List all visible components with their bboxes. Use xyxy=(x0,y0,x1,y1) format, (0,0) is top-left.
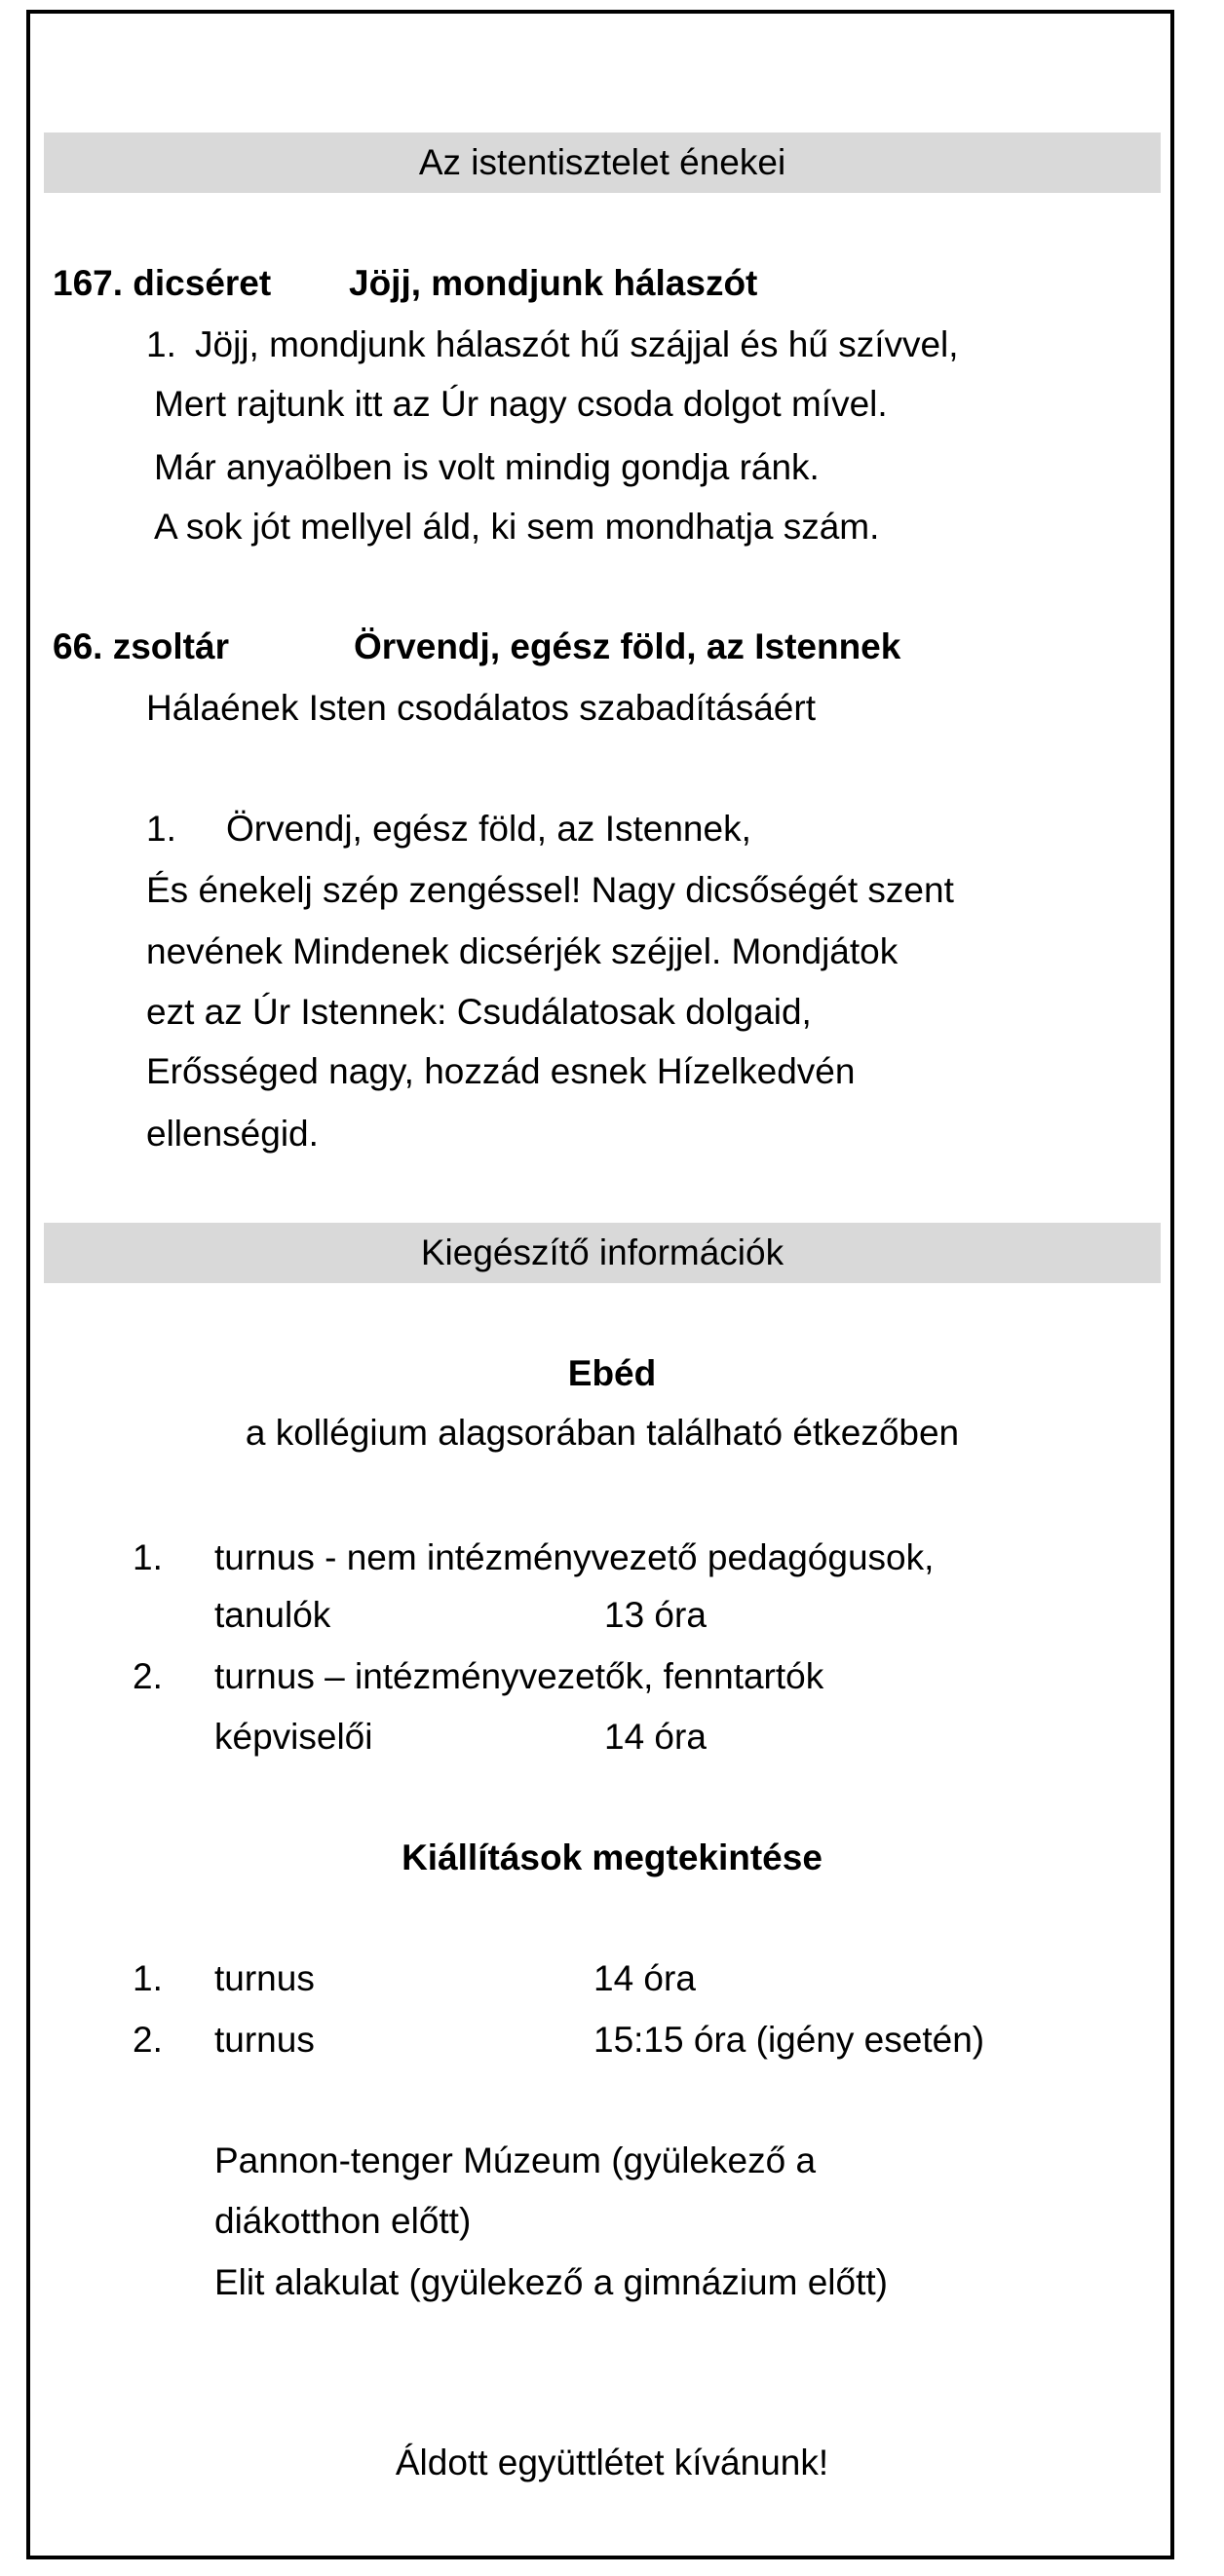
lunch-item-time: 13 óra xyxy=(604,1595,707,1635)
section-header-songs xyxy=(44,133,1161,193)
hymn-line: Már anyaölben is volt mindig gondja ránk. xyxy=(154,447,820,487)
psalm-verse-number: 1. xyxy=(146,809,176,849)
exhibition-item-number: 1. xyxy=(133,1958,163,1998)
hymn-line: A sok jót mellyel áld, ki sem mondhatja szám. xyxy=(154,507,880,547)
exhibitions-title: Kiállítások megtekintése xyxy=(402,1837,822,1877)
exhibition-item-time: 15:15 óra (igény esetén) xyxy=(593,2020,985,2060)
hymn-number: 167. dicséret xyxy=(53,263,272,303)
lunch-item-text: turnus – intézményvezetők, fenntartók xyxy=(214,1656,824,1696)
psalm-line: Örvendj, egész föld, az Istennek, xyxy=(226,809,751,849)
section-header-info xyxy=(44,1223,1161,1283)
exhibition-note: Pannon-tenger Múzeum (gyülekező a xyxy=(214,2140,817,2180)
closing-message: Áldott együttlétet kívánunk! xyxy=(395,2443,829,2482)
hymn-line: Jöjj, mondjunk hálaszót hű szájjal és hű szívvel, xyxy=(195,324,959,364)
lunch-item-number: 2. xyxy=(133,1656,163,1696)
psalm-line: Erősséged nagy, hozzád esnek Hízelkedvén xyxy=(146,1051,856,1091)
lunch-item-text: tanulók xyxy=(214,1595,331,1635)
exhibition-item-label: turnus xyxy=(214,2020,315,2060)
psalm-subtitle: Hálaének Isten csodálatos szabadításáért xyxy=(146,688,816,728)
lunch-location: a kollégium alagsorában található étkezőben xyxy=(245,1413,960,1453)
hymn-line: Mert rajtunk itt az Úr nagy csoda dolgot mível. xyxy=(154,384,888,424)
psalm-line: nevének Mindenek dicsérjék széjjel. Mondjátok xyxy=(146,931,899,971)
psalm-number: 66. zsoltár xyxy=(53,626,229,666)
psalm-line: És énekelj szép zengéssel! Nagy dicsőségét szent xyxy=(146,870,954,910)
exhibition-note: diákotthon előtt) xyxy=(214,2201,472,2241)
lunch-item-number: 1. xyxy=(133,1537,163,1577)
exhibition-note: Elit alakulat (gyülekező a gimnázium előtt) xyxy=(214,2262,888,2302)
psalm-line: ezt az Úr Istennek: Csudálatosak dolgaid, xyxy=(146,992,812,1032)
exhibition-item-label: turnus xyxy=(214,1958,315,1998)
lunch-item-text: turnus - nem intézményvezető pedagógusok, xyxy=(214,1537,935,1577)
hymn-title: Jöjj, mondjunk hálaszót xyxy=(349,263,758,303)
exhibition-item-time: 14 óra xyxy=(593,1958,696,1998)
lunch-title: Ebéd xyxy=(567,1353,657,1393)
exhibition-item-number: 2. xyxy=(133,2020,163,2060)
section-header-songs-label: Az istentisztelet énekei xyxy=(418,142,786,182)
psalm-title: Örvendj, egész föld, az Istennek xyxy=(354,626,901,666)
hymn-verse-number: 1. xyxy=(146,324,176,364)
psalm-line: ellenségid. xyxy=(146,1114,319,1154)
section-header-info-label: Kiegészítő információk xyxy=(420,1232,784,1272)
lunch-item-time: 14 óra xyxy=(604,1717,707,1757)
lunch-item-text: képviselői xyxy=(214,1717,373,1757)
